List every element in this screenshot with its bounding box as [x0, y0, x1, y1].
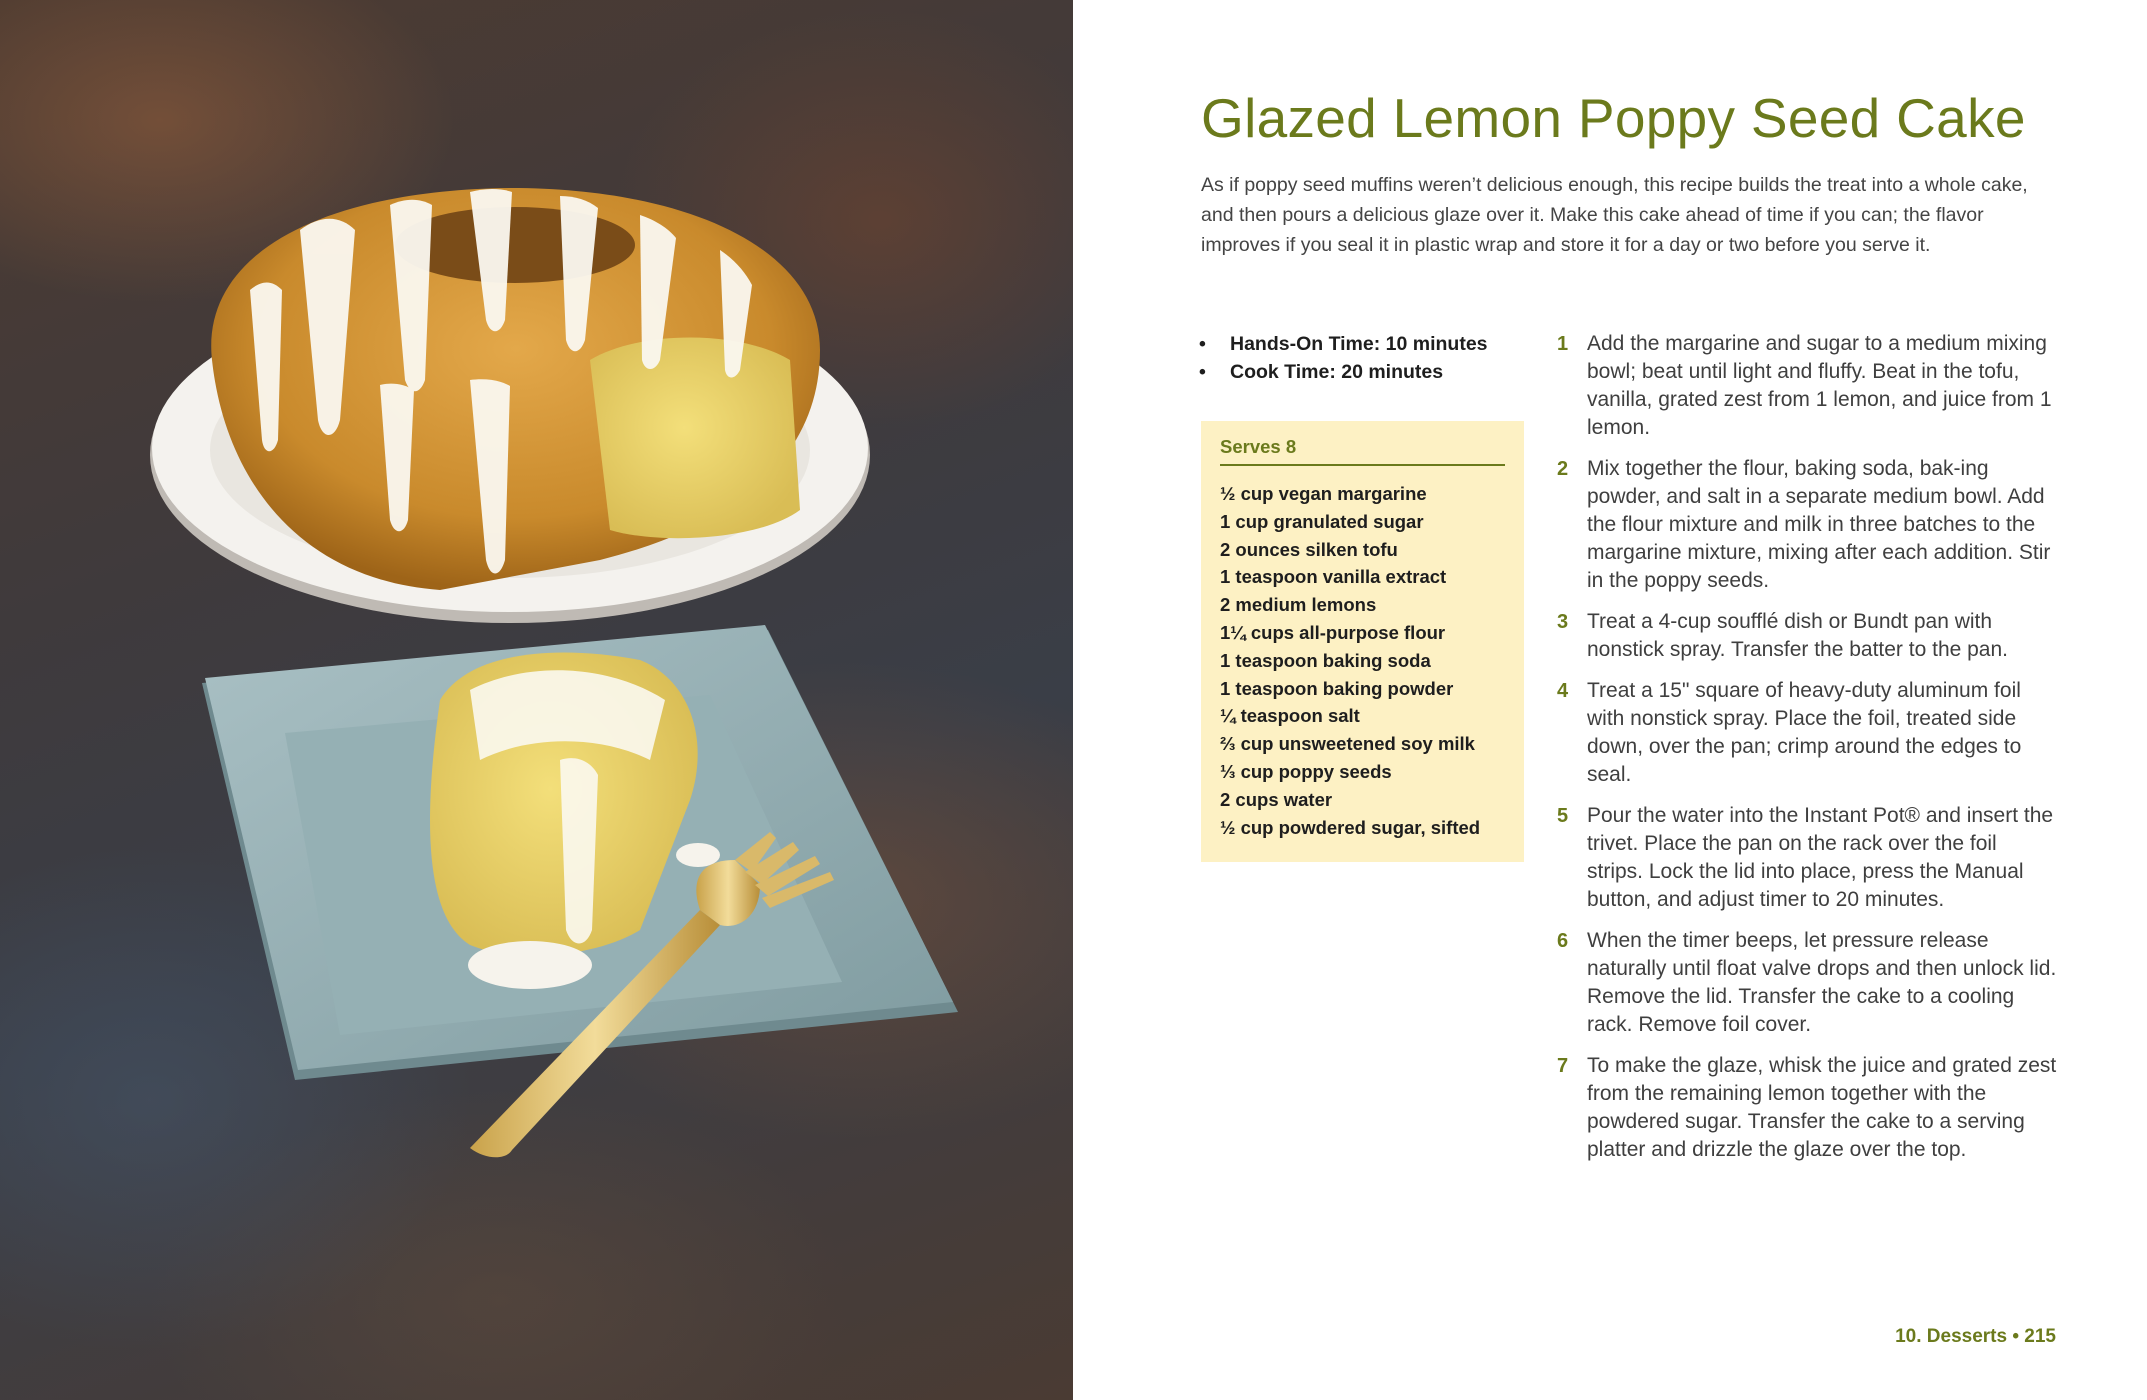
ingredient-item: 2 ounces silken tofu — [1220, 538, 1398, 560]
step-7 — [1553, 1052, 2058, 1164]
cake-photo — [0, 0, 1073, 1400]
step-number: 1 — [1557, 333, 1569, 355]
cook-time: • Cook Time: 20 minutes — [1199, 358, 1488, 386]
page-folio: 10. Desserts • 215 — [1895, 1326, 2056, 1347]
ingredient-item: 1 teaspoon baking powder — [1220, 677, 1454, 699]
ingredients-box — [1201, 421, 1524, 862]
step-5 — [1553, 802, 2058, 914]
ingredient-item: 1 cup granulated sugar — [1220, 510, 1424, 532]
hands-on-time: • Hands-On Time: 10 minutes — [1199, 330, 1488, 358]
ingredient-item: ¼ teaspoon salt — [1220, 705, 1360, 727]
bundt-cake — [211, 188, 820, 590]
ingredient-item: 2 medium lemons — [1220, 594, 1377, 616]
step-text: Mix together the flour, baking soda, bak-ing powder, and salt in a separate medium bowl. Add the flour mixture and milk in three batches to the margarine mixture, mixing after each addition. Stir in the poppy seeds. — [1587, 457, 2051, 592]
ingredient-item: ⅔ cup unsweetened soy milk — [1220, 733, 1475, 755]
recipe-intro: As if poppy seed muffins weren’t delicious enough, this recipe builds the treat into a whole cake, and then pours a delicious glaze over it. Make this cake ahead of time if you can; the flavor improves if you seal it in plastic wrap and store it for a day or two before you serve it. — [1201, 174, 2028, 256]
step-text: Add the margarine and sugar to a medium mixing bowl; beat until light and fluffy. Beat in the tofu, vanilla, grated zest from 1 lemon, and juice from 1 lemon. — [1587, 332, 2052, 439]
cake-photo-illustration — [0, 0, 1073, 1400]
ingredient-item: 1 teaspoon baking soda — [1220, 649, 1431, 671]
recipe-title: Glazed Lemon Poppy Seed Cake — [1201, 87, 2026, 149]
step-4 — [1553, 677, 2058, 789]
step-number: 6 — [1557, 930, 1569, 952]
step-number: 3 — [1557, 611, 1569, 633]
step-number: 5 — [1557, 805, 1569, 827]
ingredient-item: ½ cup vegan margarine — [1220, 483, 1427, 504]
serves-label: Serves 8 — [1220, 436, 1505, 466]
time-list — [1199, 330, 1488, 386]
step-2 — [1553, 455, 2058, 595]
ingredient-item: ½ cup powdered sugar, sifted — [1220, 816, 1481, 838]
instruction-steps — [1553, 330, 2058, 1177]
step-text: To make the glaze, whisk the juice and grated zest from the remaining lemon together with the powdered sugar. Transfer the cake to a serving platter and drizzle the glaze over the top. — [1587, 1054, 2057, 1161]
ingredient-item: 1¼ cups all-purpose flour — [1220, 621, 1446, 643]
ingredient-item: 1 teaspoon vanilla extract — [1220, 566, 1447, 588]
step-6 — [1553, 927, 2058, 1039]
ingredient-item: 2 cups water — [1220, 788, 1333, 810]
step-text: Treat a 15" square of heavy-duty aluminum foil with nonstick spray. Place the foil, treated side down, over the pan; crimp around the edges to seal. — [1587, 679, 2022, 786]
step-text: Treat a 4-cup soufflé dish or Bundt pan with nonstick spray. Transfer the batter to the pan. — [1587, 610, 2009, 661]
ingredient-list — [1220, 480, 1505, 841]
step-number: 4 — [1557, 680, 1569, 702]
step-3 — [1553, 608, 2058, 664]
step-text: Pour the water into the Instant Pot® and insert the trivet. Place the pan on the rack over the foil strips. Lock the lid into place, press the Manual button, and adjust timer to 20 minutes. — [1587, 804, 2054, 911]
ingredient-item: ⅓ cup poppy seeds — [1220, 760, 1392, 782]
step-number: 7 — [1557, 1055, 1569, 1077]
step-text: When the timer beeps, let pressure release naturally until float valve drops and then unlock lid. Remove the lid. Transfer the cake to a cooling rack. Remove foil cover. — [1587, 929, 2057, 1036]
step-1 — [1553, 330, 2058, 442]
step-number: 2 — [1557, 458, 1569, 480]
